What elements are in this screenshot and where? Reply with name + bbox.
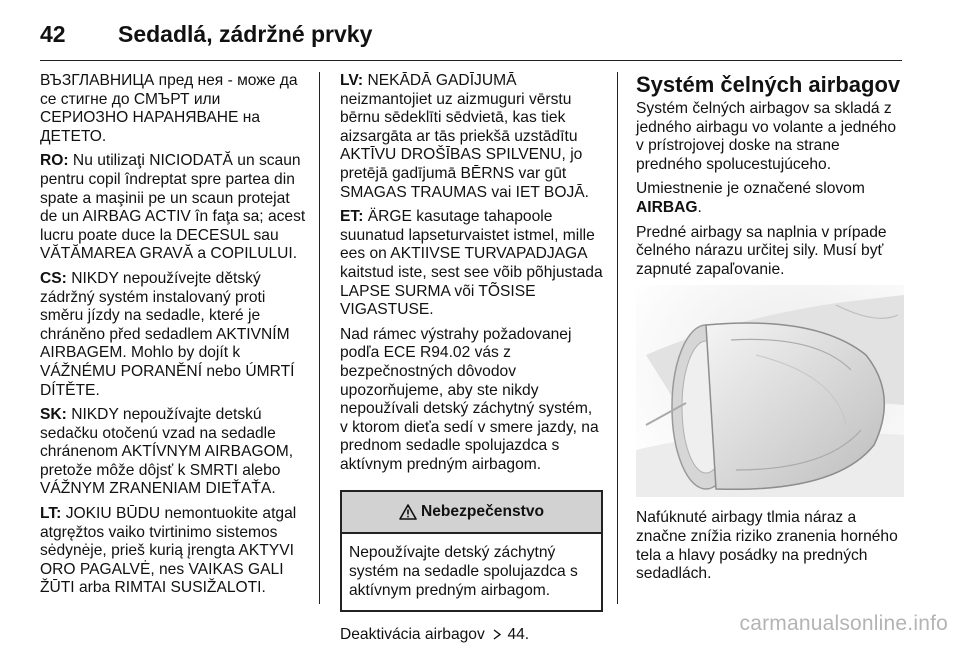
warning-header <box>342 492 601 534</box>
paragraph-lv: LV: NEKĀDĀ GADĪJUMĀ neizmantojiet uz aizmuguri vērstu bērnu sēdeklīti sēdvietā, kas tiek aizsargāta ar tās priekšā uzstādītu AKTĪVU DROŠĪBAS SPILVENU, jo pretējā gadījumā BĒRNS var gūt SMAGAS TRAUMAS vai IET BOJĀ. <box>340 72 589 201</box>
column-1 <box>40 72 306 604</box>
paragraph-bg: ВЪЗГЛАВНИЦА пред нея - може да се стигне до СМЪРТ или СЕРИОЗНО НАРАНЯВАНЕ на ДЕТЕТО. <box>40 72 298 145</box>
warning-title: Nebezpečenstvo <box>420 503 545 521</box>
column-2 <box>340 72 603 651</box>
lang-label-ro: RO: <box>40 152 69 170</box>
paragraph-location: Umiestnenie je označené slovom AIRBAG. <box>636 180 865 216</box>
airbag-word: AIRBAG <box>636 198 698 216</box>
warning-triangle-icon <box>399 504 417 520</box>
column-divider-1 <box>319 72 320 604</box>
column-divider-2 <box>617 72 618 604</box>
lang-label-cs: CS: <box>40 269 67 287</box>
warning-box <box>340 490 603 612</box>
paragraph-ro: RO: Nu utilizaţi NICIODATĂ un scaun pentru copil îndreptat spre partea din spate a maşinii pe un scaun protejat de un AIRBAG ACTIV în faţa sa; acest lucru poate duce la DECESUL sau VĂTĂMAREA GRAVĂ a COPILULUI. <box>40 152 306 263</box>
lang-label-sk: SK: <box>40 406 67 424</box>
header-rule <box>40 60 902 61</box>
airbag-illustration <box>636 285 904 497</box>
deactivation-page-number: 44. <box>503 626 530 644</box>
paragraph-deactivation-ref <box>340 626 603 645</box>
page-header <box>40 14 920 54</box>
paragraph-et: ET: ÄRGE kasutage tahapoole suunatud lapseturvaistet istmel, mille ees on AKTIIVSE TURVAPADJAGA kaitstud iste, sest see võib põhjustada LAPSE SURMA või TÕSISE VIGASTUSE. <box>340 208 603 319</box>
deactivation-link[interactable]: Deaktivácia airbagov <box>340 626 485 644</box>
page-reference-icon <box>492 629 502 640</box>
paragraph-cs: CS: NIKDY nepoužívejte dětský zádržný systém instalovaný proti směru jízdy na sedadle, které je chráněno před sedadlem AKTIVNÍM AIRBAGEM. Mohlo by dojít k VÁŽNÉMU PORANĚNÍ nebo ÚMRTÍ DÍTĚTE. <box>40 269 295 399</box>
paragraph-sk: SK: NIKDY nepoužívajte detskú sedačku otočenú vzad na sedadle chránenom AKTÍVNYM AIRBAGOM, pretože môže dôjsť k SMRTI alebo VÁŽNYM ZRANENIAM DIEŤAŤA. <box>40 406 294 498</box>
warning-body: Nepoužívajte detský záchytný systém na sedadle spolujazdca s aktívnym predným airbagom. <box>349 544 578 599</box>
page-number: 42 <box>40 20 66 47</box>
lang-label-et: ET: <box>340 208 364 226</box>
paragraph-deployment: Predné airbagy sa naplnia v prípade čelného nárazu určitej sily. Musí byť zapnuté zapaľovanie. <box>636 223 887 278</box>
lang-label-lv: LV: <box>340 72 364 89</box>
column-3 <box>636 72 906 590</box>
paragraph-system-intro: Systém čelných airbagov sa skladá z jedného airbagu vo volante a jedného v prístrojovej doske na strane predného spolucestujúceho. <box>636 100 897 173</box>
paragraph-inflated-effect: Nafúknuté airbagy tlmia náraz a značne znížia riziko zranenia horného tela a hlavy posádky na predných sedadlách. <box>636 509 898 583</box>
lang-label-lt: LT: <box>40 505 62 523</box>
paragraph-ece-notice: Nad rámec výstrahy požadovanej podľa ECE R94.02 vás z bezpečnostných dôvodov upozorňujeme, aby ste nikdy nepoužívali detský záchytný systém, v ktorom dieťa sedí v smere jazdy, na prednom sedadle spolujazdca s aktívnym predným airbagom. <box>340 325 599 473</box>
section-title: Systém čelných airbagov <box>636 72 901 97</box>
watermark: carmanualsonline.info <box>739 612 948 635</box>
paragraph-lt: LT: JOKIU BŪDU nemontuokite atgal atgręžtos vaiko tvirtinimo sistemos sėdynėje, prieš kurią įrengta AKTYVI ORO PAGALVĖ, nes VAIKAS GALI ŽŪTI arba RIMTAI SUSIŽALOTI. <box>40 505 297 597</box>
page-title: Sedadlá, zádržné prvky <box>118 20 373 47</box>
